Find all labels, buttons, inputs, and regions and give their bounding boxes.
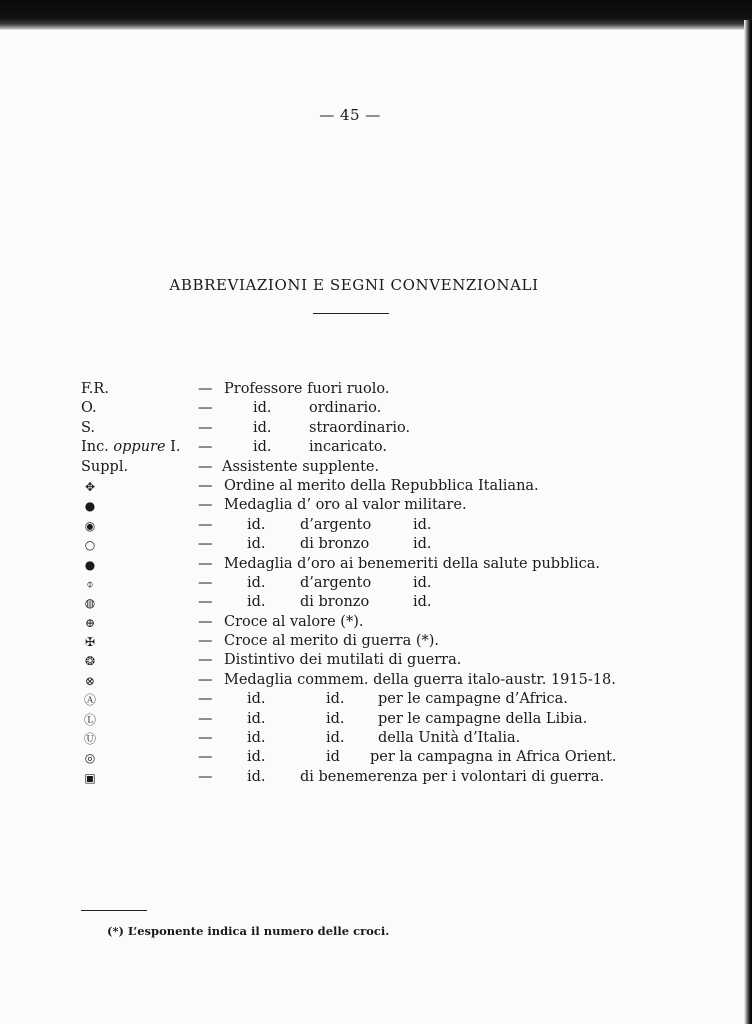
list-item (0, 458, 752, 477)
separator-dash: — (198, 419, 213, 436)
list-item (0, 651, 752, 670)
africa-campaign-medal-icon: Ⓐ (83, 693, 96, 708)
separator-dash: — (198, 497, 213, 514)
definition: ordinario. (309, 400, 382, 417)
list-item (0, 438, 752, 457)
ditto: id. (326, 730, 345, 747)
list-item (0, 535, 752, 554)
separator-dash: — (198, 749, 213, 766)
gold-medal-health-icon: ● (84, 557, 96, 572)
separator-dash: — (198, 458, 213, 475)
ditto: id. (326, 710, 345, 727)
list-item (0, 671, 752, 690)
definition: Professore fuori ruolo. (224, 381, 390, 397)
abbreviation-part: Inc. (81, 439, 109, 456)
list-item (0, 690, 752, 709)
definition: Distintivo dei mutilati di guerra. (224, 652, 462, 669)
separator-dash: — (198, 555, 213, 572)
separator-dash: — (198, 594, 213, 611)
abbreviation-conjunction: oppure (113, 439, 166, 456)
list-item (0, 729, 752, 748)
list-item (0, 399, 752, 418)
list-item (0, 613, 752, 632)
ditto: id. (247, 516, 266, 533)
libya-campaign-medal-icon: Ⓛ (83, 712, 96, 727)
separator-dash: — (198, 633, 213, 650)
definition: per le campagne della Libia. (378, 710, 588, 727)
ditto: id. (247, 594, 266, 611)
ditto: id. (253, 400, 272, 417)
list-item (0, 748, 752, 767)
ditto: id. (413, 516, 432, 533)
list-item (0, 477, 752, 496)
definition: di benemerenza per i volontari di guerra. (300, 768, 605, 785)
ditto: id. (247, 768, 266, 785)
separator-dash: — (198, 574, 213, 591)
ditto: id. (247, 574, 266, 591)
ww1-commemorative-medal-icon: ⊗ (84, 673, 96, 688)
definition: incaricato. (309, 439, 387, 456)
abbreviation-list (0, 380, 752, 787)
list-item (0, 516, 752, 535)
separator-dash: — (198, 516, 213, 533)
ditto: id. (326, 691, 345, 708)
war-disabled-badge-icon: ❂ (84, 654, 96, 669)
definition: Assistente supplente. (222, 458, 380, 475)
ditto: id. (413, 594, 432, 611)
definition: d’argento (300, 516, 372, 533)
ditto: id. (247, 749, 266, 766)
list-item (0, 710, 752, 729)
footnote-separator (81, 910, 147, 911)
silver-medal-health-icon: ⌽ (86, 576, 94, 591)
page-number: — 45 — (319, 106, 381, 124)
definition: straordinario. (309, 419, 411, 436)
cross-of-valor-icon: ⊕ (84, 615, 96, 630)
list-item (0, 380, 752, 399)
list-item (0, 768, 752, 787)
separator-dash: — (198, 730, 213, 747)
ditto: id. (413, 574, 432, 591)
definition: Ordine al merito della Repubblica Italiana. (224, 477, 539, 494)
definition: di bronzo (300, 594, 370, 611)
ditto: id. (413, 536, 432, 553)
scan-top-border (0, 0, 752, 30)
definition: per le campagne d’Africa. (378, 691, 568, 708)
bronze-medal-health-icon: ◍ (84, 596, 96, 611)
page-title: ABBREVIAZIONI E SEGNI CONVENZIONALI (169, 276, 539, 294)
definition: per la campagna in Africa Orient. (370, 749, 617, 766)
list-item (0, 632, 752, 651)
title-underline (313, 313, 389, 314)
abbreviation: Suppl. (81, 458, 129, 475)
separator-dash: — (198, 710, 213, 727)
abbreviation: F.R. (81, 381, 109, 397)
unity-of-italy-medal-icon: Ⓤ (83, 732, 96, 747)
definition: Croce al valore (*). (224, 613, 364, 630)
separator-dash: — (198, 477, 213, 494)
east-africa-campaign-medal-icon: ◎ (84, 751, 96, 766)
war-merit-cross-icon: ✠ (84, 635, 96, 650)
separator-dash: — (198, 613, 213, 630)
separator-dash: — (198, 671, 213, 688)
definition: di bronzo (300, 536, 370, 553)
list-item (0, 555, 752, 574)
ditto: id. (247, 710, 266, 727)
definition: Medaglia d’oro ai benemeriti della salute pubblica. (224, 555, 601, 572)
separator-dash: — (198, 691, 213, 708)
list-item (0, 593, 752, 612)
separator-dash: — (198, 400, 213, 417)
definition: Medaglia commem. della guerra italo-austr. 1915-18. (224, 671, 616, 688)
ditto: id. (247, 691, 266, 708)
list-item (0, 496, 752, 515)
ditto: id. (253, 419, 272, 436)
definition: Croce al merito di guerra (*). (224, 633, 440, 650)
separator-dash: — (198, 652, 213, 669)
war-volunteers-medal-icon: ▣ (84, 770, 96, 785)
ditto: id. (247, 730, 266, 747)
order-of-merit-icon: ✥ (84, 479, 96, 494)
silver-medal-military-icon: ◉ (84, 518, 96, 533)
ditto: id. (253, 439, 272, 456)
ditto: id. (247, 536, 266, 553)
gold-medal-military-icon: ● (84, 499, 96, 514)
abbreviation (81, 438, 181, 457)
separator-dash: — (198, 536, 213, 553)
list-item (0, 574, 752, 593)
definition: Medaglia d’ oro al valor militare. (224, 497, 467, 514)
abbreviation: S. (81, 419, 96, 436)
abbreviation: O. (81, 400, 97, 417)
ditto: id (326, 749, 340, 766)
abbreviation-part: I. (170, 439, 181, 456)
footnote: (*) L’esponente indica il numero delle croci. (107, 924, 390, 938)
definition: d’argento (300, 574, 372, 591)
list-item (0, 419, 752, 438)
separator-dash: — (198, 768, 213, 785)
definition: della Unità d’Italia. (378, 730, 521, 747)
bronze-medal-military-icon: ○ (84, 538, 96, 553)
separator-dash: — (198, 439, 213, 456)
separator-dash: — (198, 381, 213, 397)
